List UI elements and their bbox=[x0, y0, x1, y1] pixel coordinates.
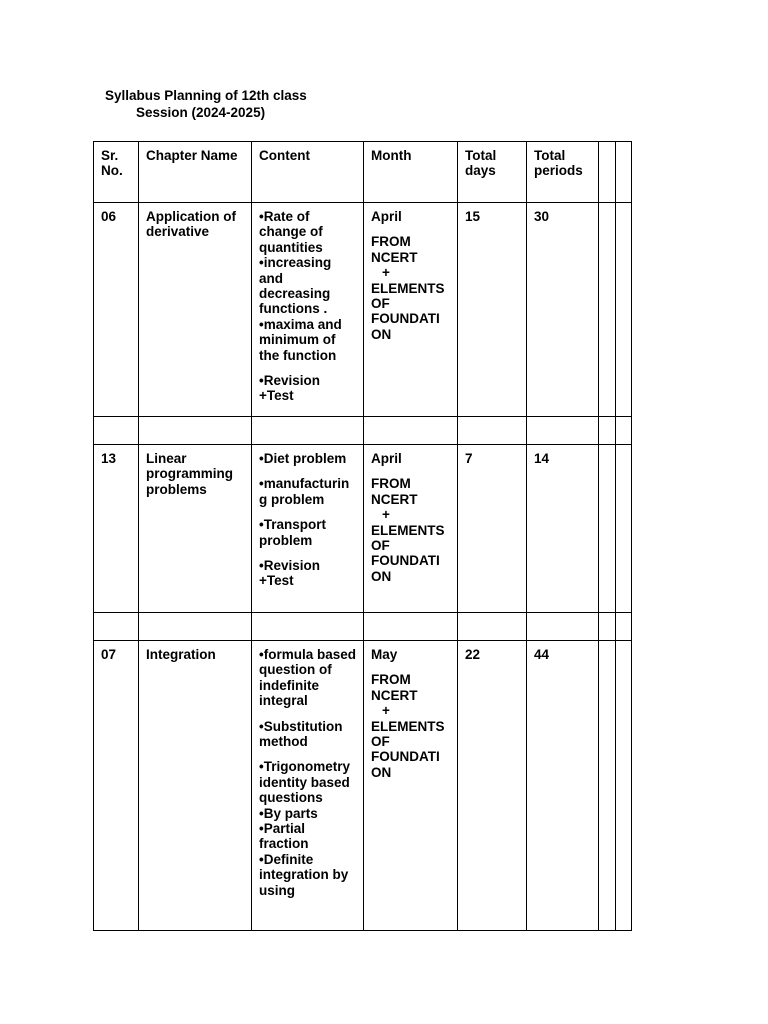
header-days: Total days bbox=[458, 142, 527, 203]
empty-cell bbox=[616, 203, 632, 417]
empty-cell bbox=[599, 142, 616, 203]
row-chapter: Linear programming problems bbox=[139, 445, 252, 613]
month-source: ELEMENTS OF FOUNDATI ON bbox=[371, 718, 445, 780]
month-source: FROM bbox=[371, 672, 411, 688]
row-periods: 44 bbox=[527, 641, 599, 931]
month-source: ELEMENTS OF FOUNDATI ON bbox=[371, 522, 445, 584]
content-item: •Trigonometry identity based questions bbox=[259, 759, 350, 806]
content-gap bbox=[259, 749, 357, 759]
row-chapter: Application of derivative bbox=[139, 203, 252, 417]
row-month bbox=[364, 203, 458, 417]
title-line-2: Session (2024-2025) bbox=[136, 105, 266, 120]
row-content bbox=[252, 203, 364, 417]
spacer-row bbox=[94, 613, 632, 641]
row-content bbox=[252, 641, 364, 931]
content-item: •Definite integration by using bbox=[259, 851, 349, 898]
month-source: + bbox=[382, 507, 390, 523]
document-title bbox=[105, 87, 307, 121]
content-item: •By parts bbox=[259, 805, 318, 821]
header-sr: Sr. No. bbox=[94, 142, 139, 203]
content-gap bbox=[259, 507, 357, 517]
row-days: 15 bbox=[458, 203, 527, 417]
month-gap bbox=[371, 466, 451, 476]
content-item: •manufacturin g problem bbox=[259, 476, 350, 507]
row-days: 7 bbox=[458, 445, 527, 613]
month-name: May bbox=[371, 647, 398, 662]
content-gap bbox=[259, 466, 357, 476]
spacer-row bbox=[94, 417, 632, 445]
month-source: NCERT bbox=[371, 687, 418, 703]
row-sr: 06 bbox=[94, 203, 139, 417]
syllabus-table bbox=[93, 141, 632, 931]
empty-cell bbox=[616, 445, 632, 613]
content-item: •increasing and decreasing functions . bbox=[259, 255, 332, 317]
header-row bbox=[94, 142, 632, 203]
row-sr: 13 bbox=[94, 445, 139, 613]
month-source: FROM bbox=[371, 476, 411, 492]
month-source: NCERT bbox=[371, 491, 418, 507]
content-item: •Partial fraction bbox=[259, 821, 309, 852]
month-name: April bbox=[371, 451, 402, 466]
content-item: •Transport problem bbox=[259, 517, 326, 548]
row-days: 22 bbox=[458, 641, 527, 931]
title-line-1: Syllabus Planning of 12th class bbox=[105, 88, 307, 103]
table-row bbox=[94, 445, 632, 613]
table-row bbox=[94, 641, 632, 931]
empty-cell bbox=[599, 445, 616, 613]
row-sr: 07 bbox=[94, 641, 139, 931]
content-gap bbox=[259, 548, 357, 558]
header-chapter: Chapter Name bbox=[139, 142, 252, 203]
content-item: •maxima and minimum of the function bbox=[259, 316, 342, 363]
month-source: NCERT bbox=[371, 249, 418, 265]
month-name: April bbox=[371, 209, 402, 224]
header-periods: Total periods bbox=[527, 142, 599, 203]
header-month: Month bbox=[364, 142, 458, 203]
month-source: + bbox=[382, 703, 390, 719]
row-content bbox=[252, 445, 364, 613]
row-month bbox=[364, 445, 458, 613]
content-item: •formula based question of indefinite integral bbox=[259, 647, 356, 709]
row-chapter: Integration bbox=[139, 641, 252, 931]
content-item: •Revision +Test bbox=[259, 373, 320, 404]
month-source: + bbox=[382, 265, 390, 281]
content-item: •Diet problem bbox=[259, 451, 347, 466]
month-gap bbox=[371, 224, 451, 234]
row-month bbox=[364, 641, 458, 931]
content-gap bbox=[259, 363, 357, 373]
header-content: Content bbox=[252, 142, 364, 203]
content-item: •Revision +Test bbox=[259, 558, 320, 589]
empty-cell bbox=[599, 203, 616, 417]
month-source: FROM bbox=[371, 234, 411, 250]
month-gap bbox=[371, 662, 451, 672]
row-periods: 30 bbox=[527, 203, 599, 417]
content-item: •Rate of change of quantities bbox=[259, 209, 323, 255]
table-row bbox=[94, 203, 632, 417]
row-periods: 14 bbox=[527, 445, 599, 613]
content-gap bbox=[259, 709, 357, 719]
empty-cell bbox=[616, 142, 632, 203]
content-item: •Substitution method bbox=[259, 718, 343, 750]
empty-cell bbox=[616, 641, 632, 931]
month-source: ELEMENTS OF FOUNDATI ON bbox=[371, 280, 445, 342]
empty-cell bbox=[599, 641, 616, 931]
